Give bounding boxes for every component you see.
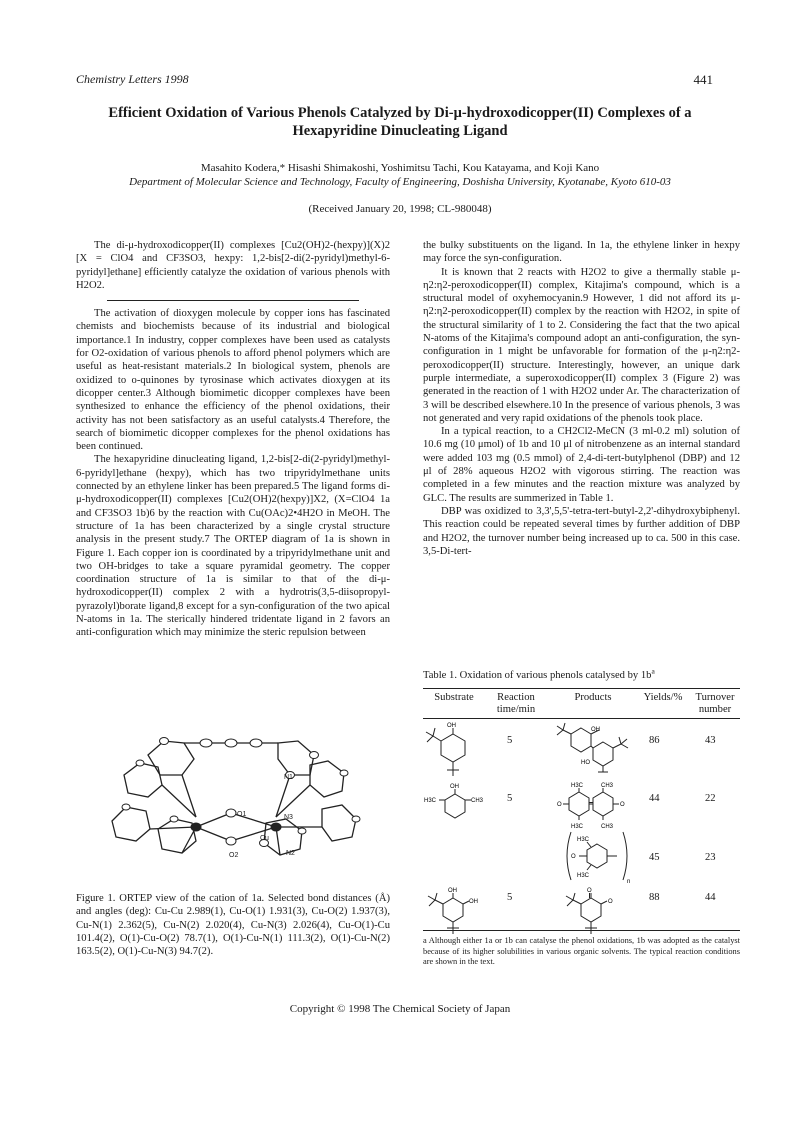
left-column xyxy=(76,239,390,640)
cell-time: 5 xyxy=(507,735,513,746)
figure-caption: Figure 1. ORTEP view of the cation of 1a. Selected bond distances (Å) and angles (deg): Cu-Cu 2.989(1), Cu-O(1) 1.931(3), Cu-O(2) 1.937(3), Cu-N(1) 2.362(5), Cu-N(2) 2.020(4), Cu-N(3) 2.026(4), Cu-O(1)-Cu 101.4(2), O(1)-Cu-O(2) 78.7(1), O(1)-Cu-N(1) 111.3(2), O(1)-Cu-N(2) 163.5(2), O(1)-Cu-N(3) 94.7(2). xyxy=(76,893,390,958)
structure-diphenoquinone xyxy=(551,780,637,830)
atom-label-oh: OH xyxy=(447,723,456,729)
structure-catechol xyxy=(423,886,487,936)
affiliation: Department of Molecular Science and Technology, Faculty of Engineering, Doshisha University, Kyotanabe, Kyoto 610-03 xyxy=(129,176,671,188)
body-paragraph: The hexapyridine dinucleating ligand, 1,2-bis[2-di(2-pyridyl)methyl-6-pyridyl]ethane (hexpy), which has two tripyridylmethane units connected by an ethylene linker has been prepared.5 The ligand forms di-μ-hydroxodicopper(II) complexes [Cu2(OH)2(hexpy)]X2, (X=ClO4 1a and CF3SO3 1b)6 by the reaction with Cu(OAc)2•4H2O in MeOH. The structure of 1a has been characterized by a single crystal structure analysis in the present study.7 The ORTEP diagram of 1a is shown in Figure 1. Each copper ion is coordinated by a tripyridylmethane unit and two OH-bridges to take a square pyramidal geometry. The copper coordination structure of 1a is similar to that of the di-μ-hydroxodicopper(II) complex 2 with a hydrotris(3,5-diisopropyl-pyrazolyl)borate ligand,8 except for a syn-configuration of the two apical N-atoms in 1a. The sterically hindered tridentate ligand in 2 favors an anti-configuration which may minimize the steric repulsion between xyxy=(76,454,390,639)
atom-label-cu: Cu xyxy=(260,835,269,842)
atom-label-h3c: H3C xyxy=(577,873,590,879)
atom-label-o: O xyxy=(571,854,576,860)
ortep-figure xyxy=(96,727,376,877)
atom-label-oh: OH xyxy=(591,727,600,733)
page-number: 441 xyxy=(693,72,713,87)
received-date: (Received January 20, 1998; CL-980048) xyxy=(308,203,492,215)
atom-label-o: O xyxy=(620,802,625,808)
structure-dbp xyxy=(423,720,483,778)
table-title-text: Table 1. Oxidation of various phenols catalysed by 1b xyxy=(423,670,652,681)
structure-biphenyl xyxy=(551,718,637,778)
cell-yield: 86 xyxy=(649,735,660,746)
body-paragraph: It is known that 2 reacts with H2O2 to give a thermally stable μ-η2:η2-peroxodicopper(II) complex, Kitajima's compound, which is a structural model of oxyhemocyanin.9 However, 1 did not afford its μ-η2:η2-peroxodicopper(II) complex by the reaction with H2O2, in spite of the structural similarity of 1 to 2. Considering the fact that the two apical N-atoms of the Kitajima's compound adopt an anti-configuration, the syn-configuration in 1 might be unfavorable for formation of the μ-η2:η2-peroxodicopper(II) structure. Interestingly, however, an unique dark purple intermediate, a superoxodicopper(II) complex 3 (Figure 2) was generated in the reaction of 1 with H2O2 under Ar. The characterization of 3 will be described elsewhere.10 In the presence of various phenols, 3 was not generated and very rapid oxidations of the phenols took place. xyxy=(423,266,740,424)
author-list: Masahito Kodera,* Hisashi Shimakoshi, Yoshimitsu Tachi, Kou Katayama, and Koji Kano xyxy=(200,162,600,174)
atom-label-h3c: H3C xyxy=(571,783,584,789)
atom-label-oh: OH xyxy=(450,784,459,790)
atom-label-oh: OH xyxy=(469,899,478,905)
atom-label-ch3: CH3 xyxy=(601,783,614,789)
header-turnover: Turnover number xyxy=(695,692,735,715)
cell-turnover: 43 xyxy=(705,735,716,746)
atom-label-n3: N3 xyxy=(284,814,293,821)
header-reaction-time: Reaction time/min xyxy=(496,692,536,715)
body-paragraph: DBP was oxidized to 3,3',5,5'-tetra-tert-butyl-2,2'-dihydroxybiphenyl. This reaction could be repeated several times by further addition of DBP and H2O2, the turnover number being increased up to ca. 500 in this case. 3,5-Di-tert- xyxy=(423,505,740,557)
cell-yield: 44 xyxy=(649,793,660,804)
cell-turnover: 23 xyxy=(705,852,716,863)
abstract-divider xyxy=(107,300,359,301)
journal-name: Chemistry Letters 1998 xyxy=(76,72,189,86)
table-bottom-rule xyxy=(423,930,740,931)
atom-label-o: O xyxy=(608,899,613,905)
cell-turnover: 44 xyxy=(705,892,716,903)
cell-turnover: 22 xyxy=(705,793,716,804)
cell-yield: 88 xyxy=(649,892,660,903)
atom-label-ch3: CH3 xyxy=(601,824,614,830)
atom-label-n: n xyxy=(627,879,631,884)
article-title xyxy=(70,104,730,140)
atom-label-o2: O2 xyxy=(229,852,239,859)
cell-time: 5 xyxy=(507,793,513,804)
table-footnote: a Although either 1a or 1b can catalyse the phenol oxidations, 1b was adopted as the catalyst because of its higher solubilities in various organic solvents. The typical reaction conditions are shown in the text. xyxy=(423,936,740,966)
body-paragraph: the bulky substituents on the ligand. In 1a, the ethylene linker in hexpy may force the syn-configuration. xyxy=(423,240,740,265)
table-title xyxy=(423,666,740,681)
copyright-line: Copyright © 1998 The Chemical Society of Japan xyxy=(289,1003,511,1015)
body-paragraph: In a typical reaction, to a CH2Cl2-MeCN (3 ml-0.2 ml) solution of 10.6 mg (10 μmol) of 1b and 10 μl of nitrobenzene as an internal standard were added 103 mg (0.5 mmol) of 2,4-di-tert-butylphenol (DBP) and 12 μl of 28% aqueous H2O2 with vigorous stirring. The reaction was completed in a few minutes and the reaction mixture was analyzed by GLC. The results are summerized in Table 1. xyxy=(423,426,740,504)
atom-label-h3c: H3C xyxy=(571,824,584,830)
header-yields: Yields/% xyxy=(643,692,683,703)
title-line-2: Hexapyridine Dinucleating Ligand xyxy=(292,123,508,139)
atom-label-oh: OH xyxy=(448,888,457,894)
body-paragraph: The activation of dioxygen molecule by copper ions has fascinated chemists and biochemists because of its industrial and biological importance.1 In industry, copper complexes have been used as catalysts for O2-oxidation of various phenols to afford phenol polymers which are useful as heat-resistant materials.2 In biological system, phenols are oxidized to o-quinones by tyrosinase which activates dioxygen at its dicopper center.3 Although biomimetic dicopper complexes have been synthesized to enhance the efficiency of the phenol oxidations, their activity has not been satisfactory as an useful catalysts.4 Therefore, the search of biomimetic dicopper complexes for the phenol oxidations has been continued. xyxy=(76,308,390,453)
atom-label-n1: N1 xyxy=(284,774,293,781)
structure-dimethylphenol xyxy=(423,782,485,822)
atom-label-o: O xyxy=(557,802,562,808)
right-column xyxy=(423,239,740,558)
structure-polymer xyxy=(559,828,635,884)
atom-label-h3c: H3C xyxy=(577,837,590,843)
table-top-rule xyxy=(423,688,740,689)
title-line-1: Efficient Oxidation of Various Phenols Catalyzed by Di-μ-hydroxodicopper(II) Complexes of a xyxy=(108,105,692,121)
abstract: The di-μ-hydroxodicopper(II) complexes [Cu2(OH)2-(hexpy)](X)2 [X = ClO4 and CF3SO3, hexpy: 1,2-bis[2-di(2-pyridyl)methyl-6-pyridyl]ethane] efficiently catalyze the oxidation of various phenols with H2O2. xyxy=(76,240,390,291)
cell-yield: 45 xyxy=(649,852,660,863)
header-substrate: Substrate xyxy=(434,692,474,703)
atom-label-n2: N2 xyxy=(286,850,295,857)
atom-label-h3c: H3C xyxy=(424,798,437,804)
atom-label-o: O xyxy=(587,888,592,894)
cell-time: 5 xyxy=(507,892,513,903)
atom-label-ch3: CH3 xyxy=(471,798,484,804)
structure-quinone xyxy=(559,886,629,936)
header-products: Products xyxy=(574,692,612,703)
atom-label-ho: HO xyxy=(581,760,590,766)
table-title-note: a xyxy=(651,666,655,676)
atom-label-o1: O1 xyxy=(237,811,247,818)
